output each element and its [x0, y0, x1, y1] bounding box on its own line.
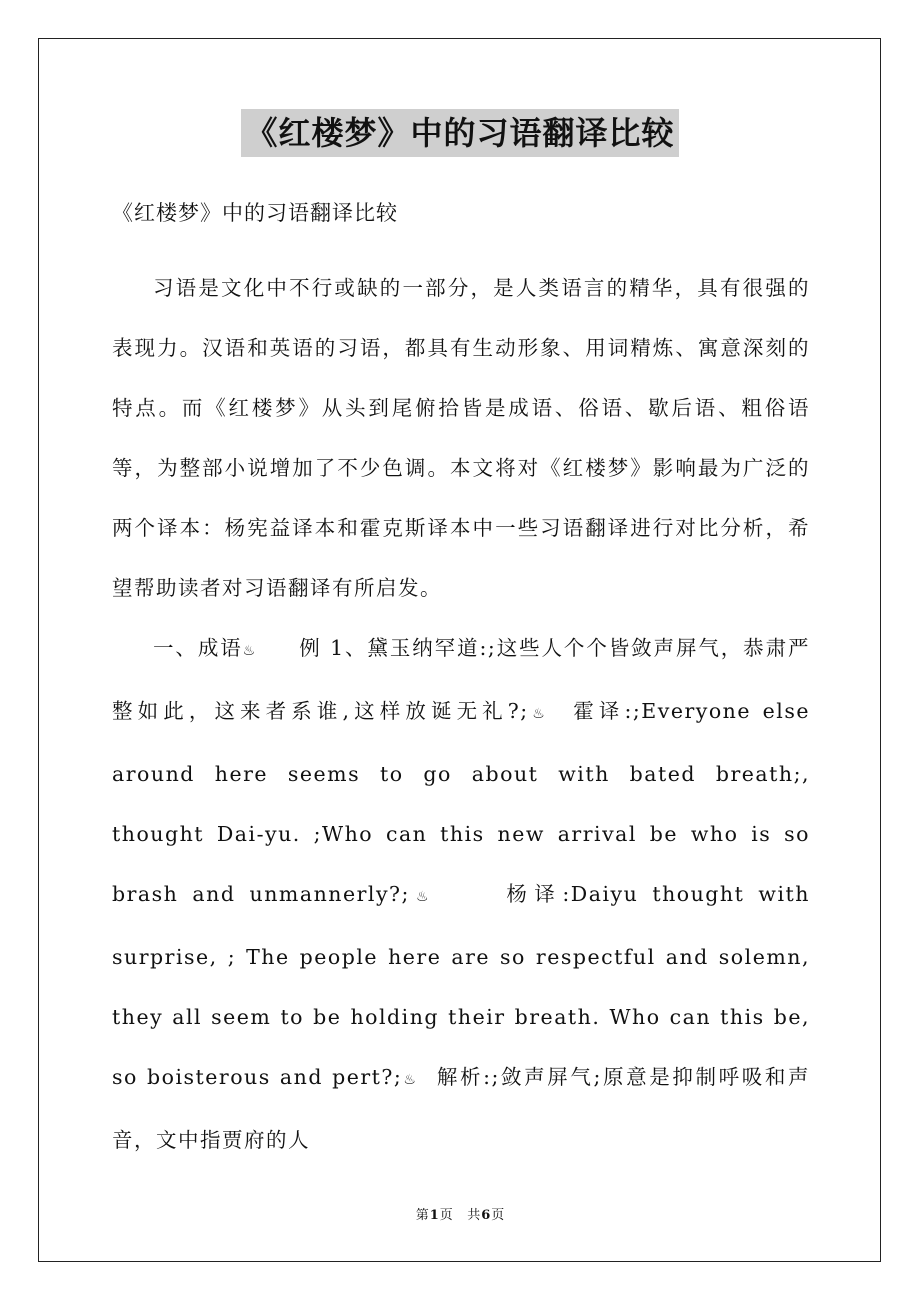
document-subtitle: 《红楼梦》中的习语翻译比较 [112, 201, 398, 225]
bullet-mark-icon: ♨ [528, 706, 550, 722]
bullet-mark-icon: ♨ [402, 1072, 419, 1088]
idiom-section-paragraph [112, 618, 810, 1170]
total-label: 共 [467, 1208, 481, 1223]
hawkes-translation: Everyone else around here seems to go about with bated breath;, thought Dai-yu. ;Who can this new arrival be who is so brash and unmannerly?; [112, 699, 810, 906]
example-text: 例 1、黛玉纳罕道:;这些人个个皆敛声屏气，恭肃严整如此，这来者系谁,这样放诞无礼?; [112, 636, 810, 723]
page-footer [0, 1207, 920, 1225]
title-container [0, 109, 920, 157]
hawkes-label: 霍译:; [573, 699, 642, 723]
page-label: 第 [415, 1208, 429, 1223]
section-heading: 一、成语 [153, 636, 243, 660]
document-title: 《红楼梦》中的习语翻译比较 [241, 109, 678, 157]
yang-translation: Daiyu thought with surprise, ; The people here are so respectful and solemn, they all seem to be holding their breath. Who can this be, so boisterous and pert?; [112, 882, 810, 1089]
yang-label: 杨译: [506, 882, 571, 906]
page-unit: 页 [439, 1208, 453, 1223]
bullet-mark-icon: ♨ [409, 889, 437, 905]
total-pages: 6 [481, 1208, 491, 1223]
total-unit: 页 [491, 1208, 505, 1223]
page-number: 1 [429, 1208, 439, 1223]
analysis-text: ;敛声屏气;原意是抑制呼吸和声音，文中指贾府的人 [112, 1065, 810, 1152]
document-body [112, 258, 810, 1170]
intro-paragraph: 习语是文化中不行或缺的一部分，是人类语言的精华，具有很强的表现力。汉语和英语的习语，都具有生动形象、用词精炼、寓意深刻的特点。而《红楼梦》从头到尾俯拾皆是成语、俗语、歇后语、粗俗语等，为整部小说增加了不少色调。本文将对《红楼梦》影响最为广泛的两个译本：杨宪益译本和霍克斯译本中一些习语翻译进行对比分析，希望帮助读者对习语翻译有所启发。 [112, 276, 810, 600]
bullet-mark-icon: ♨ [242, 643, 258, 659]
analysis-label: 解析: [436, 1065, 492, 1089]
